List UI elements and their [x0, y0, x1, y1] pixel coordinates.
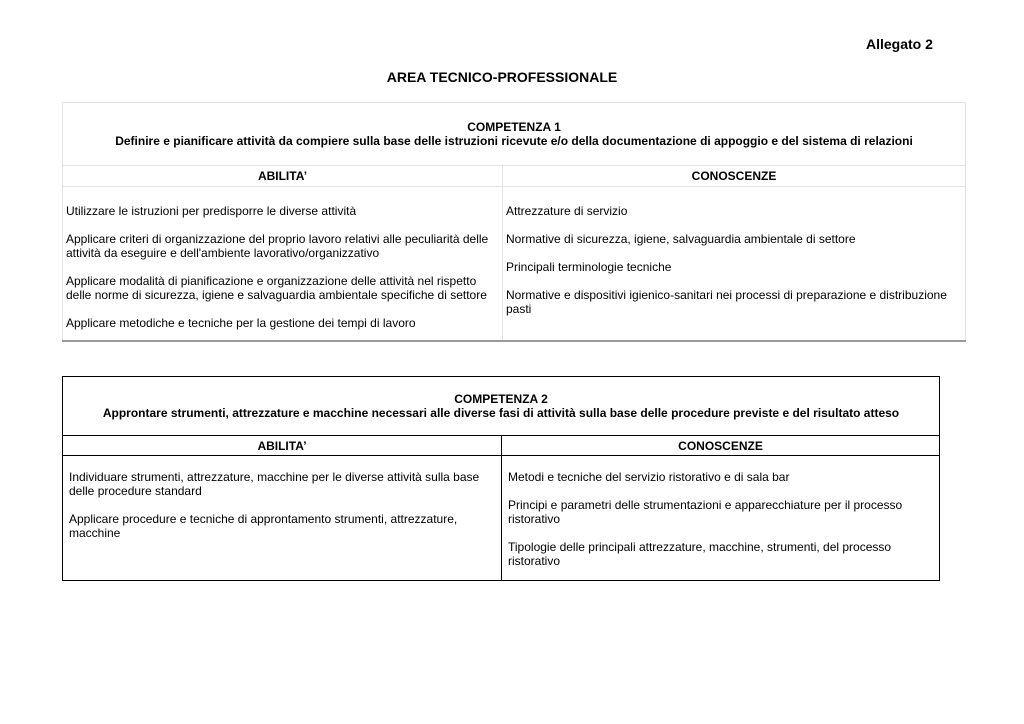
- competenza-2-description: Approntare strumenti, attrezzature e macchine necessari alle diverse fasi di attività sulla base delle procedure previste e del risultato atteso: [102, 406, 900, 420]
- conoscenze-item: Metodi e tecniche del servizio ristorativo e di sala bar: [508, 470, 790, 484]
- abilita-item: Applicare criteri di organizzazione del proprio lavoro relativi alle peculiarità delle attività da eseguire e dell'ambiente lavorativo/organizzativo: [66, 232, 489, 260]
- conoscenze-item: Tipologie delle principali attrezzature, macchine, strumenti, del processo ristorativo: [508, 540, 892, 568]
- abilita-item: Applicare procedure e tecniche di approntamento strumenti, attrezzature, macchine: [69, 512, 458, 540]
- conoscenze-item: Normative di sicurezza, igiene, salvaguardia ambientale di settore: [506, 232, 856, 246]
- abilita-item: Applicare modalità di pianificazione e organizzazione delle attività nel rispetto delle norme di sicurezza, igiene e salvaguardia ambientale specifiche di settore: [66, 274, 487, 302]
- competenza-2-conoscenze-header: CONOSCENZE: [502, 436, 940, 456]
- competenza-1-conoscenze-header: CONOSCENZE: [503, 166, 966, 187]
- competenza-1-abilita-header: ABILITA’: [63, 166, 503, 187]
- competenza-2-abilita-header: ABILITA’: [63, 436, 502, 456]
- allegato-label: Allegato 2: [866, 36, 933, 52]
- conoscenze-item: Principi e parametri delle strumentazioni e apparecchiature per il processo ristorativo: [508, 498, 903, 526]
- conoscenze-item: Normative e dispositivi igienico-sanitari nei processi di preparazione e distribuzione pasti: [506, 288, 947, 316]
- abilita-item: Utilizzare le istruzioni per predisporre le diverse attività: [66, 204, 357, 218]
- competenza-1-title: COMPETENZA 1: [467, 120, 561, 134]
- competenza-1-abilita-cell: [63, 187, 503, 342]
- competenza-2-header: [63, 377, 940, 436]
- competenza-1-conoscenze-cell: [503, 187, 966, 342]
- competenza-2-table: [62, 376, 940, 581]
- conoscenze-item: Attrezzature di servizio: [506, 204, 628, 218]
- abilita-item: Applicare metodiche e tecniche per la gestione dei tempi di lavoro: [66, 316, 416, 330]
- competenza-2-abilita-cell: [63, 456, 502, 581]
- competenza-2-conoscenze-cell: [502, 456, 940, 581]
- conoscenze-item: Principali terminologie tecniche: [506, 260, 672, 274]
- competenza-1-description: Definire e pianificare attività da compiere sulla base delle istruzioni ricevute e/o della documentazione di appoggio e del sistema di relazioni: [115, 134, 913, 148]
- area-title: AREA TECNICO-PROFESSIONALE: [386, 69, 618, 85]
- competenza-1-header: [63, 103, 966, 166]
- competenza-1-table: [62, 102, 966, 342]
- competenza-2-title: COMPETENZA 2: [454, 392, 548, 406]
- abilita-item: Individuare strumenti, attrezzature, macchine per le diverse attività sulla base delle procedure standard: [69, 470, 480, 498]
